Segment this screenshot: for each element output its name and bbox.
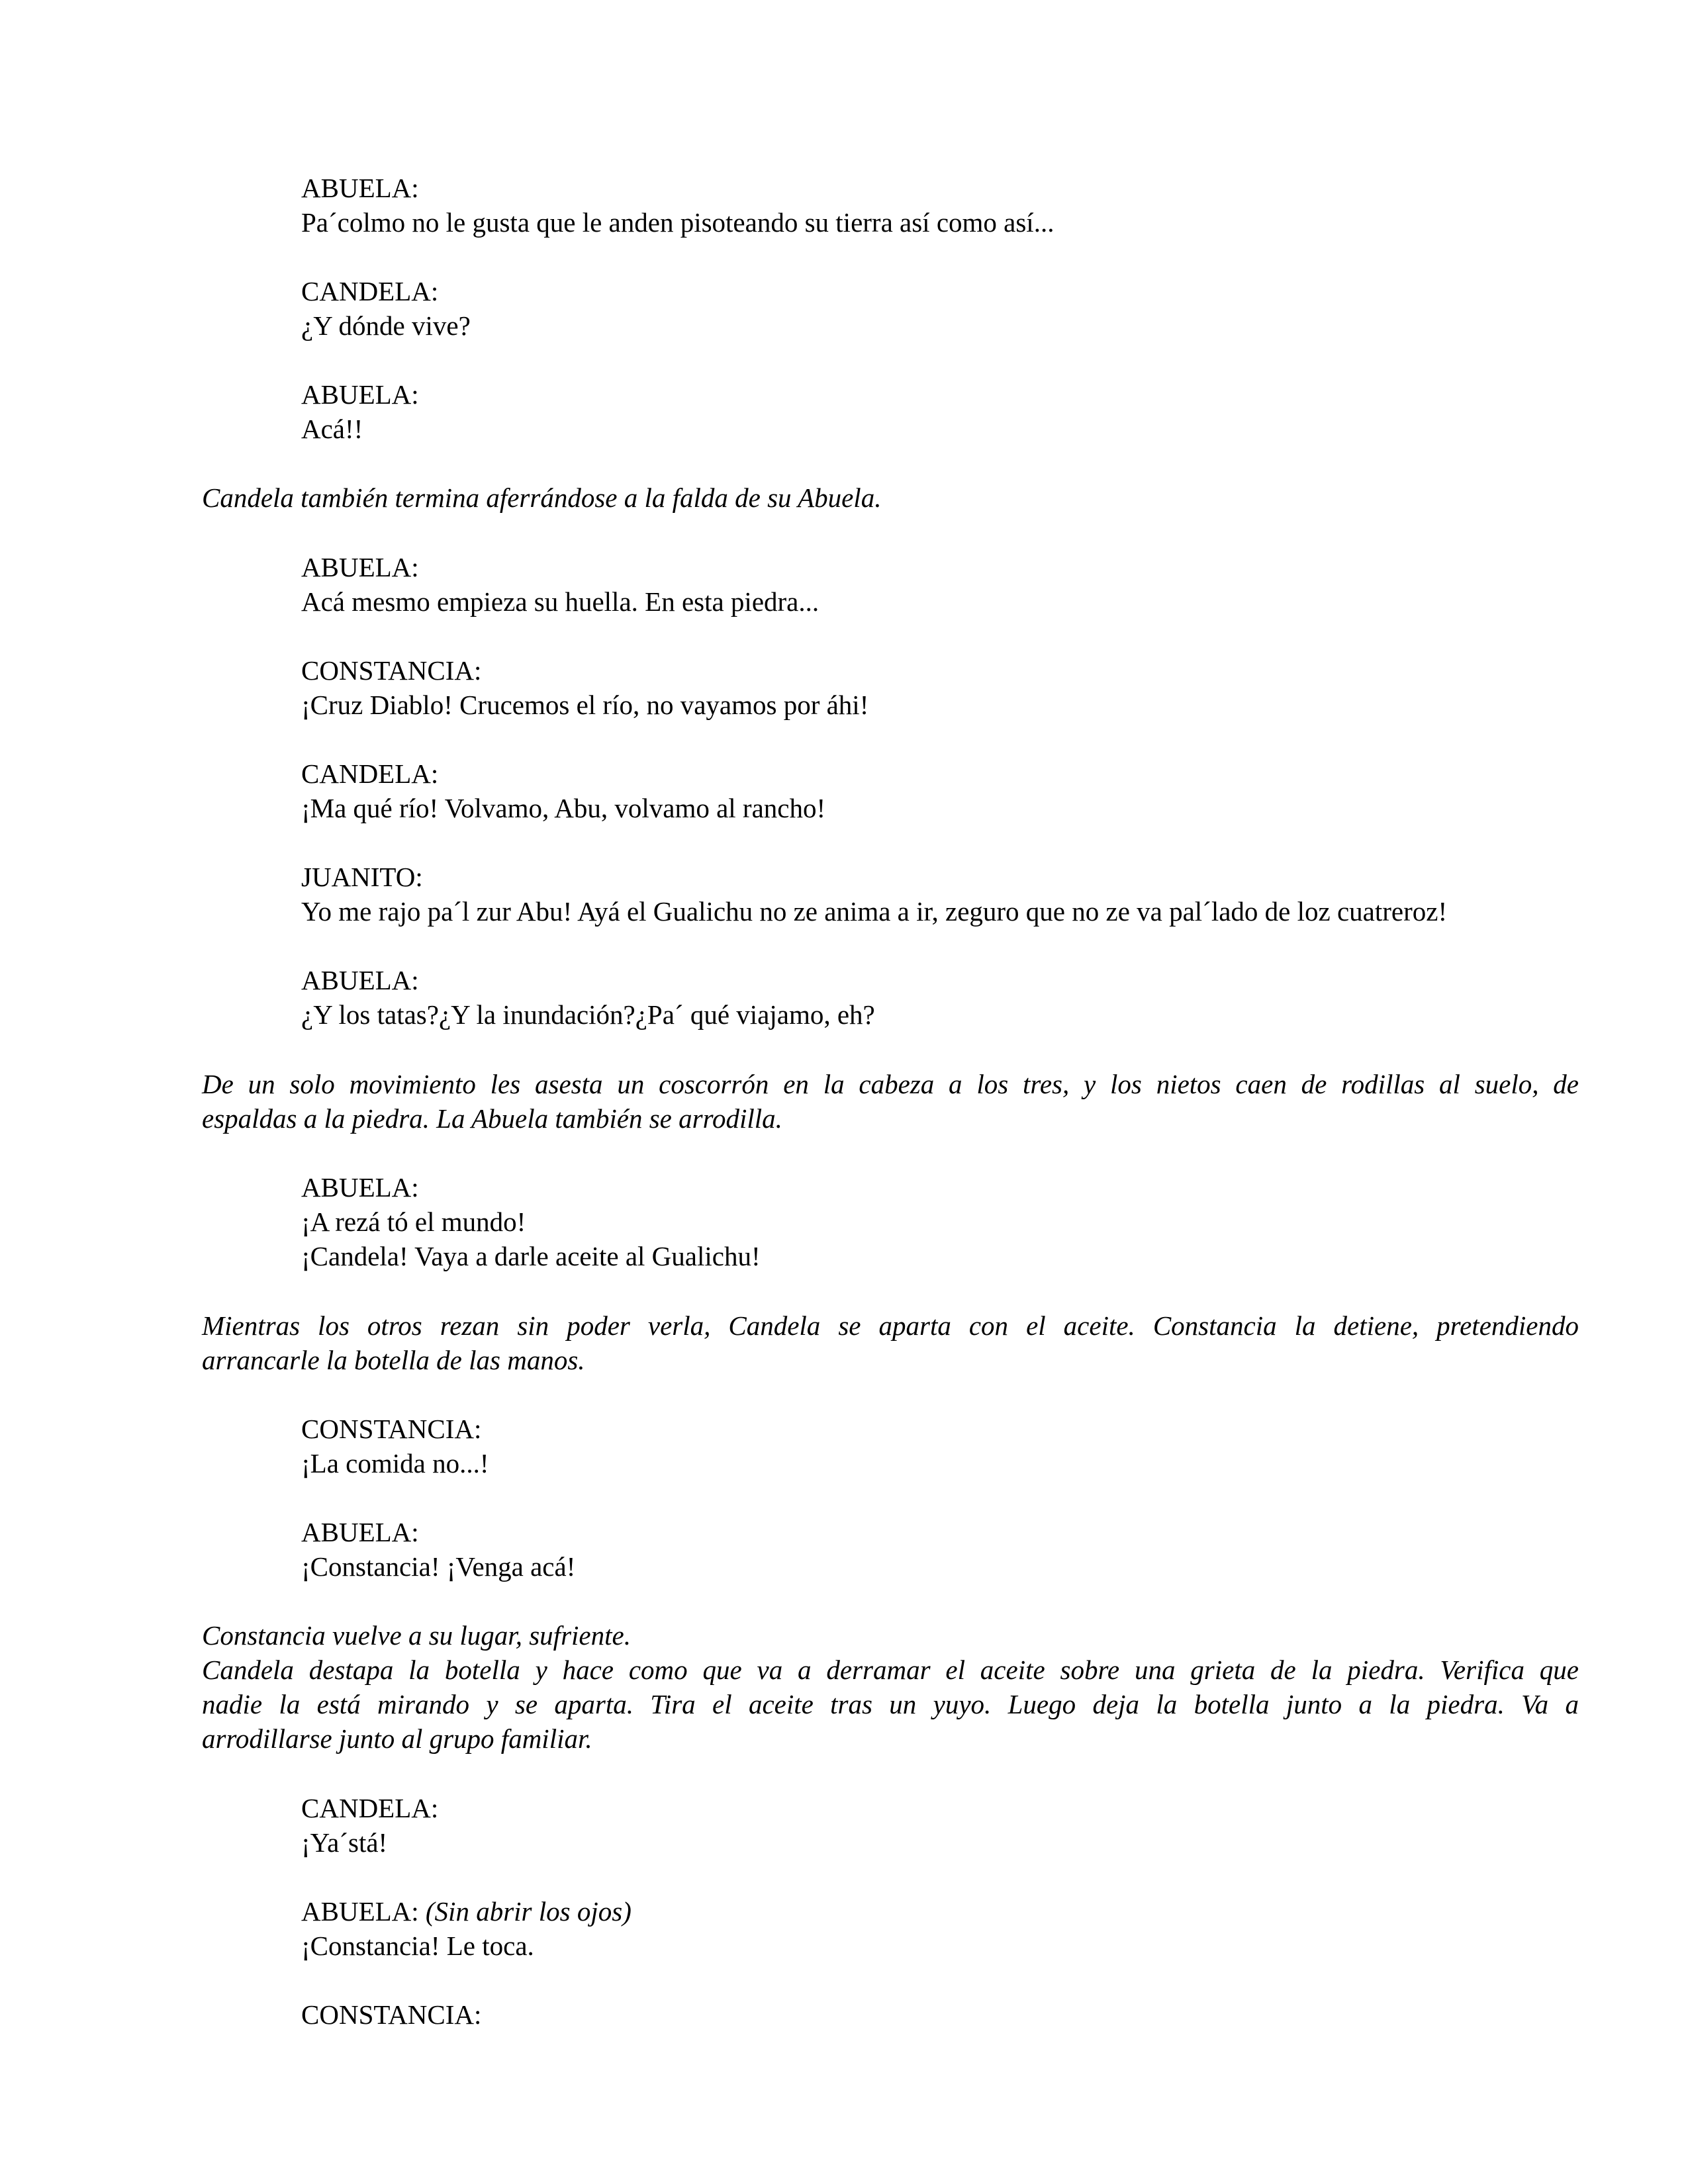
speaker-name: ABUELA: — [301, 1896, 419, 1927]
dialogue-line: ¿Y los tatas?¿Y la inundación?¿Pa´ qué viajamo, eh? — [301, 999, 875, 1030]
stage-direction-line: Constancia vuelve a su lugar, sufriente. — [202, 1620, 631, 1651]
stage-direction-line: nadie la está mirando y se aparta. Tira el aceite tras un yuyo. Luego deja la botella junto a la piedra. Va a — [202, 1689, 1579, 1719]
speaker-name: CONSTANCIA: — [301, 1414, 482, 1444]
dialogue-block — [301, 1412, 1559, 1480]
dialogue-block — [301, 860, 1559, 929]
stage-direction-line: De un solo movimiento les asesta un coscorrón en la cabeza a los tres, y los nietos caen de rodillas al suelo, de — [202, 1069, 1579, 1099]
speaker-name: JUANITO: — [301, 862, 423, 892]
dialogue-block — [301, 756, 1559, 825]
dialogue-line: ¡Constancia! ¡Venga acá! — [301, 1551, 576, 1582]
dialogue-line: Acá mesmo empieza su huella. En esta piedra... — [301, 586, 820, 617]
dialogue-block — [301, 274, 1559, 343]
dialogue-block — [301, 550, 1559, 619]
dialogue-line: ¡Constancia! Le toca. — [301, 1931, 534, 1961]
dialogue-line: ¡A rezá tó el mundo! — [301, 1206, 526, 1237]
dialogue-block — [301, 1894, 1559, 1963]
dialogue-block — [301, 1170, 1559, 1273]
speaker-name: ABUELA: — [301, 1517, 419, 1547]
speaker-line — [301, 1894, 1559, 1929]
dialogue-block — [301, 377, 1559, 446]
speaker-name: ABUELA: — [301, 379, 419, 410]
stage-direction-line: Mientras los otros rezan sin poder verla, Candela se aparta con el aceite. Constancia la detiene, pretendiendo — [202, 1310, 1579, 1341]
stage-direction-line: espaldas a la piedra. La Abuela también se arrodilla. — [202, 1103, 782, 1134]
dialogue-line: ¡Cruz Diablo! Crucemos el río, no vayamos por áhi! — [301, 690, 869, 720]
dialogue-block — [301, 1791, 1559, 1860]
speaker-name: ABUELA: — [301, 965, 419, 995]
speaker-name: CANDELA: — [301, 758, 439, 789]
dialogue-line: ¡La comida no...! — [301, 1448, 489, 1479]
stage-direction — [202, 1618, 1579, 1756]
dialogue-block — [301, 1997, 1559, 2032]
dialogue-block — [301, 963, 1559, 1032]
dialogue-block — [301, 653, 1559, 722]
stage-direction — [202, 1308, 1579, 1377]
speaker-name: ABUELA: — [301, 1172, 419, 1203]
speaker-name: CONSTANCIA: — [301, 655, 482, 686]
parenthetical: (Sin abrir los ojos) — [425, 1896, 632, 1927]
dialogue-line: Yo me rajo pa´l zur Abu! Ayá el Gualichu no ze anima a ir, zeguro que no ze va pal´lado de loz cuatreroz! — [301, 896, 1448, 927]
dialogue-block — [301, 171, 1559, 240]
dialogue-line: ¡Ya´stá! — [301, 1827, 388, 1858]
stage-direction-line: arrancarle la botella de las manos. — [202, 1345, 585, 1375]
dialogue-line: Acá!! — [301, 414, 363, 444]
dialogue-line: ¿Y dónde vive? — [301, 310, 471, 341]
speaker-name: CANDELA: — [301, 1793, 439, 1823]
speaker-name: ABUELA: — [301, 552, 419, 582]
dialogue-block — [301, 1515, 1559, 1584]
stage-direction-line: arrodillarse junto al grupo familiar. — [202, 1723, 592, 1754]
stage-direction-line: Candela también termina aferrándose a la falda de su Abuela. — [202, 482, 882, 513]
stage-direction — [202, 480, 1579, 515]
dialogue-line: ¡Ma qué río! Volvamo, Abu, volvamo al rancho! — [301, 793, 826, 823]
speaker-name: CONSTANCIA: — [301, 1999, 482, 2030]
dialogue-line: ¡Candela! Vaya a darle aceite al Gualichu! — [301, 1241, 761, 1271]
speaker-name: CANDELA: — [301, 276, 439, 306]
dialogue-line: Pa´colmo no le gusta que le anden pisoteando su tierra así como así... — [301, 207, 1055, 238]
stage-direction — [202, 1067, 1579, 1136]
speaker-name: ABUELA: — [301, 173, 419, 203]
stage-direction-line: Candela destapa la botella y hace como que va a derramar el aceite sobre una grieta de la piedra. Verifica que — [202, 1655, 1579, 1685]
